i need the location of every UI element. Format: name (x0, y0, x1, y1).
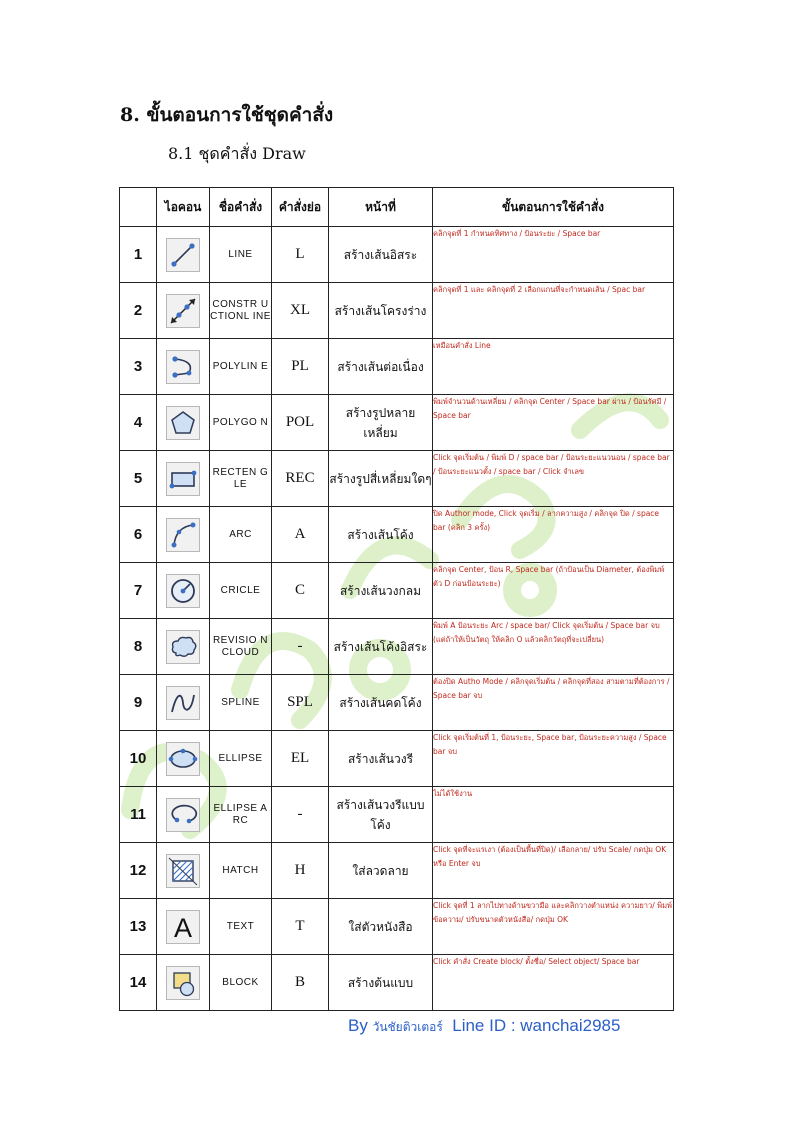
table-row (120, 563, 674, 619)
command-steps: พิมพ์จำนวนด้านเหลี่ยม / คลิกจุด Center / Space bar ผ่าน / ป้อนรัศมี / Space bar (433, 395, 674, 451)
arc-icon (166, 518, 200, 552)
command-steps: คลิกจุดที่ 1 กำหนดทิศทาง / ป้อนระยะ / Space bar (433, 227, 674, 283)
command-abbreviation: A (272, 507, 329, 563)
row-icon-cell (157, 955, 210, 1011)
header-steps: ขั้นตอนการใช้คำสั่ง (433, 188, 674, 227)
command-steps: คลิกจุดที่ 1 และ คลิกจุดที่ 2 เลือกแกนที่จะกำหนดเส้น / Spac bar (433, 283, 674, 339)
spline-icon (166, 686, 200, 720)
command-name: CRICLE (210, 563, 272, 619)
command-function: สร้างเส้นวงกลม (329, 563, 433, 619)
construction-line-icon (166, 294, 200, 328)
command-name: CONSTR UCTIONL INE (210, 283, 272, 339)
table-row (120, 787, 674, 843)
command-name: LINE (210, 227, 272, 283)
command-steps: Click จุดเริ่มต้น / พิมพ์ D / space bar / ป้อนระยะแนวนอน / space bar / ป้อนระยะแนวตั้ง / space bar / Click จำเลข (433, 451, 674, 507)
command-steps: ต้องปิด Autho Mode / คลิกจุดเริ่มต้น / คลิกจุดที่สอง สามตามที่ต้องการ / Space bar จบ (433, 675, 674, 731)
ellipse-icon (166, 742, 200, 776)
header-command-name: ชื่อคำสั่ง (210, 188, 272, 227)
header-number (120, 188, 157, 227)
revision-cloud-icon (166, 630, 200, 664)
command-steps: Click จุดที่จะแรเงา (ต้องเป็นพื้นที่ปิด)/ เลือกลาย/ ปรับ Scale/ กดปุ่ม OK หรือ Enter จบ (433, 843, 674, 899)
table-row (120, 227, 674, 283)
row-icon-cell (157, 899, 210, 955)
row-number: 11 (120, 787, 157, 843)
row-number: 2 (120, 283, 157, 339)
header-function: หน้าที่ (329, 188, 433, 227)
command-function: สร้างเส้นโค้งอิสระ (329, 619, 433, 675)
row-number: 3 (120, 339, 157, 395)
table-row (120, 283, 674, 339)
table-row (120, 339, 674, 395)
row-number: 1 (120, 227, 157, 283)
header-icon: ไอคอน (157, 188, 210, 227)
header-abbreviation: คำสั่งย่อ (272, 188, 329, 227)
command-abbreviation: REC (272, 451, 329, 507)
command-abbreviation: L (272, 227, 329, 283)
circle-icon (166, 574, 200, 608)
command-steps: Click จุดที่ 1 ลากไปทางด้านขวามือ และคลิกวางตำแหน่ง ความยาว/ พิมพ์ข้อความ/ ปรับขนาดตัวหนังสือ/ กดปุ่ม OK (433, 899, 674, 955)
command-abbreviation: - (272, 619, 329, 675)
command-function: สร้างเส้นคดโค้ง (329, 675, 433, 731)
row-icon-cell (157, 451, 210, 507)
command-abbreviation: EL (272, 731, 329, 787)
row-icon-cell (157, 843, 210, 899)
row-number: 12 (120, 843, 157, 899)
command-function: สร้างต้นแบบ (329, 955, 433, 1011)
row-icon-cell (157, 787, 210, 843)
table-row (120, 619, 674, 675)
row-icon-cell (157, 563, 210, 619)
draw-commands-table (119, 187, 674, 1011)
row-number: 10 (120, 731, 157, 787)
command-abbreviation: - (272, 787, 329, 843)
command-steps: คลิกจุด Center, ป้อน R, Space bar (ถ้าป้อนเป็น Diameter, ต้องพิมพ์ตัว D ก่อนป้อนระยะ) (433, 563, 674, 619)
command-function: สร้างเส้นโค้ง (329, 507, 433, 563)
row-number: 5 (120, 451, 157, 507)
row-number: 7 (120, 563, 157, 619)
footer-credit (348, 1016, 620, 1037)
polyline-icon (166, 350, 200, 384)
row-number: 6 (120, 507, 157, 563)
command-steps: ปิด Author mode, Click จุดเริ่ม / ลากความสูง / คลิกจุด ปิด / space bar (คลิก 3 ครั้ง) (433, 507, 674, 563)
table-header-row (120, 188, 674, 227)
command-name: ELLIPSE ARC (210, 787, 272, 843)
command-steps: พิมพ์ A ป้อนระยะ Arc / space bar/ Click จุดเริ่มต้น / Space bar จบ (แต่ถ้าให้เป็นวัตถุ ให้คลิก O แล้วคลิกวัตถุที่จะเปลี่ยน) (433, 619, 674, 675)
row-icon-cell (157, 283, 210, 339)
command-name: SPLINE (210, 675, 272, 731)
ellipse-arc-icon (166, 798, 200, 832)
row-icon-cell (157, 227, 210, 283)
table-row (120, 395, 674, 451)
table-row (120, 731, 674, 787)
footer-by: By (348, 1016, 368, 1035)
command-abbreviation: T (272, 899, 329, 955)
command-abbreviation: PL (272, 339, 329, 395)
subsection-heading: 8.1 ชุดคำสั่ง Draw (168, 144, 306, 163)
command-function: สร้างเส้นโครงร่าง (329, 283, 433, 339)
command-name: ARC (210, 507, 272, 563)
command-function: สร้างเส้นต่อเนื่อง (329, 339, 433, 395)
row-number: 14 (120, 955, 157, 1011)
row-icon-cell (157, 507, 210, 563)
command-steps: Click คำสั่ง Create block/ ตั้งชื่อ/ Select object/ Space bar (433, 955, 674, 1011)
command-steps: Click จุดเริ่มต้นที่ 1, ป้อนระยะ, Space bar, ป้อนระยะความสูง / Space bar จบ (433, 731, 674, 787)
section-heading: 8. ขั้นตอนการใช้ชุดคำสั่ง (120, 104, 334, 126)
table-row (120, 899, 674, 955)
command-function: ใส่ลวดลาย (329, 843, 433, 899)
command-name: POLYLIN E (210, 339, 272, 395)
line-icon (166, 238, 200, 272)
command-function: สร้างเส้นวงรี (329, 731, 433, 787)
row-number: 9 (120, 675, 157, 731)
row-icon-cell (157, 619, 210, 675)
footer-author: วันชัยติวเตอร์ (372, 1020, 443, 1034)
command-abbreviation: H (272, 843, 329, 899)
rectangle-icon (166, 462, 200, 496)
table-row (120, 955, 674, 1011)
footer-line-id: Line ID : wanchai2985 (452, 1016, 621, 1035)
command-function: สร้างเส้นอิสระ (329, 227, 433, 283)
command-abbreviation: B (272, 955, 329, 1011)
text-icon (166, 910, 200, 944)
command-abbreviation: XL (272, 283, 329, 339)
row-icon-cell (157, 675, 210, 731)
row-icon-cell (157, 395, 210, 451)
command-function: สร้างเส้นวงรีแบบโค้ง (329, 787, 433, 843)
row-number: 4 (120, 395, 157, 451)
table-row (120, 843, 674, 899)
command-name: BLOCK (210, 955, 272, 1011)
command-function: สร้างรูปหลายเหลี่ยม (329, 395, 433, 451)
command-name: TEXT (210, 899, 272, 955)
command-name: RECTEN GLE (210, 451, 272, 507)
polygon-icon (166, 406, 200, 440)
command-steps: ไม่ได้ใช้งาน (433, 787, 674, 843)
command-name: REVISIO N CLOUD (210, 619, 272, 675)
command-steps: เหมือนคำสั่ง Line (433, 339, 674, 395)
row-number: 8 (120, 619, 157, 675)
command-function: ใส่ตัวหนังสือ (329, 899, 433, 955)
command-function: สร้างรูปสี่เหลี่ยมใดๆ (329, 451, 433, 507)
command-name: ELLIPSE (210, 731, 272, 787)
block-icon (166, 966, 200, 1000)
row-icon-cell (157, 339, 210, 395)
row-icon-cell (157, 731, 210, 787)
command-name: HATCH (210, 843, 272, 899)
command-abbreviation: POL (272, 395, 329, 451)
table-row (120, 507, 674, 563)
table-row (120, 675, 674, 731)
hatch-icon (166, 854, 200, 888)
command-name: POLYGO N (210, 395, 272, 451)
svg-text:A: A (173, 912, 193, 943)
table-row (120, 451, 674, 507)
command-abbreviation: SPL (272, 675, 329, 731)
command-abbreviation: C (272, 563, 329, 619)
row-number: 13 (120, 899, 157, 955)
